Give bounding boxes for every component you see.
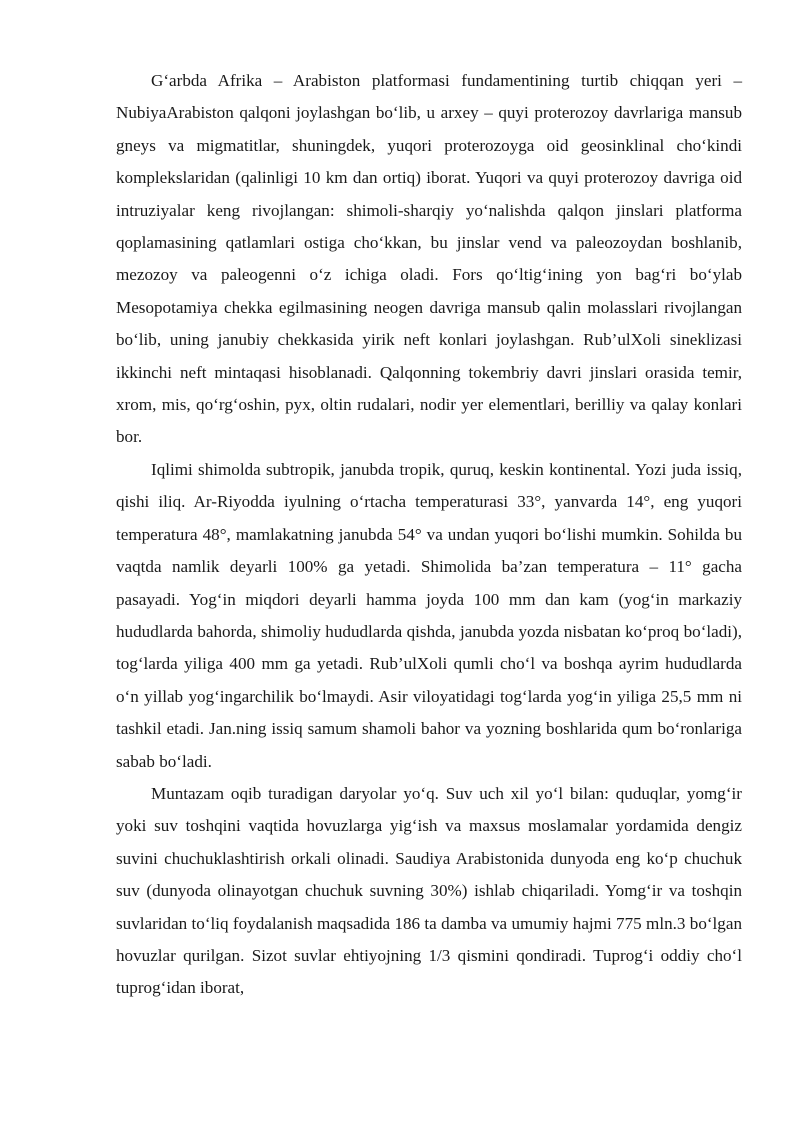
document-page (116, 65, 742, 1005)
paragraph-geology: G‘arbda Afrika – Arabiston platformasi fundamentining turtib chiqqan yeri – NubiyaArabiston qalqoni joylashgan bo‘lib, u arxey – quyi proterozoy davrlariga mansub gneys va migmatitlar, shuningdek, yuqori proterozoyga oid geosinklinal cho‘kindi komplekslaridan (qalinligi 10 km dan ortiq) iborat. Yuqori va quyi proterozoy davriga oid intruziyalar keng rivojlangan: shimoli-sharqiy yo‘nalishda qalqon jinslari platforma qoplamasining qatlamlari ostiga cho‘kkan, bu jinslar vend va paleozoydan boshlanib, mezozoy va paleogenni o‘z ichiga oladi. Fors qo‘ltig‘ining yon bag‘ri bo‘ylab Mesopotamiya chekka egilmasining neogen davriga mansub qalin molasslari rivojlangan bo‘lib, uning janubiy chekkasida yirik neft konlari joylashgan. Rub’ulXoli sineklizasi ikkinchi neft mintaqasi hisoblanadi. Qalqonning tokembriy davri jinslari orasida temir, xrom, mis, qo‘rg‘oshin, pyx, oltin rudalari, nodir yer elementlari, berilliy va qalay konlari bor. (116, 71, 742, 447)
paragraph-water: Muntazam oqib turadigan daryolar yo‘q. Suv uch xil yo‘l bilan: quduqlar, yomg‘ir yoki suv toshqini vaqtida hovuzlarga yig‘ish va maxsus moslamalar yordamida dengiz suvini chuchuklashtirish orkali olinadi. Saudiya Arabistonida dunyoda eng ko‘p chuchuk suv (dunyoda olinayotgan chuchuk suvning 30%) ishlab chiqariladi. Yomg‘ir va toshqin suvlaridan to‘liq foydalanish maqsadida 186 ta damba va umumiy hajmi 775 mln.3 bo‘lgan hovuzlar qurilgan. Sizot suvlar ehtiyojning 1/3 qismini qondiradi. Tuprog‘i oddiy cho‘l tuprog‘idan iborat, (116, 783, 742, 998)
paragraph-climate: Iqlimi shimolda subtropik, janubda tropik, quruq, keskin kontinental. Yozi juda issiq, qishi iliq. Ar-Riyodda iyulning o‘rtacha temperaturasi 33°, yanvarda 14°, eng yuqori temperatura 48°, mamlakatning janubda 54° va undan yuqori bo‘lishi mumkin. Sohilda bu vaqtda namlik deyarli 100% ga yetadi. Shimolida ba’zan temperatura – 11° gacha pasayadi. Yog‘in miqdori deyarli hamma joyda 100 mm dan kam (yog‘in markaziy hududlarda bahorda, shimoliy hududlarda qishda, janubda yozda nisbatan ko‘proq bo‘ladi), tog‘larda yiliga 400 mm ga yetadi. Rub’ulXoli qumli cho‘l va boshqa ayrim hududlarda o‘n yillab yog‘ingarchilik bo‘lmaydi. Asir viloyatidagi tog‘larda yog‘in yiliga 25,5 mm ni tashkil etadi. Jan.ning issiq samum shamoli bahor va yozning boshlarida qum bo‘ronlariga sabab bo‘ladi. (116, 459, 742, 771)
